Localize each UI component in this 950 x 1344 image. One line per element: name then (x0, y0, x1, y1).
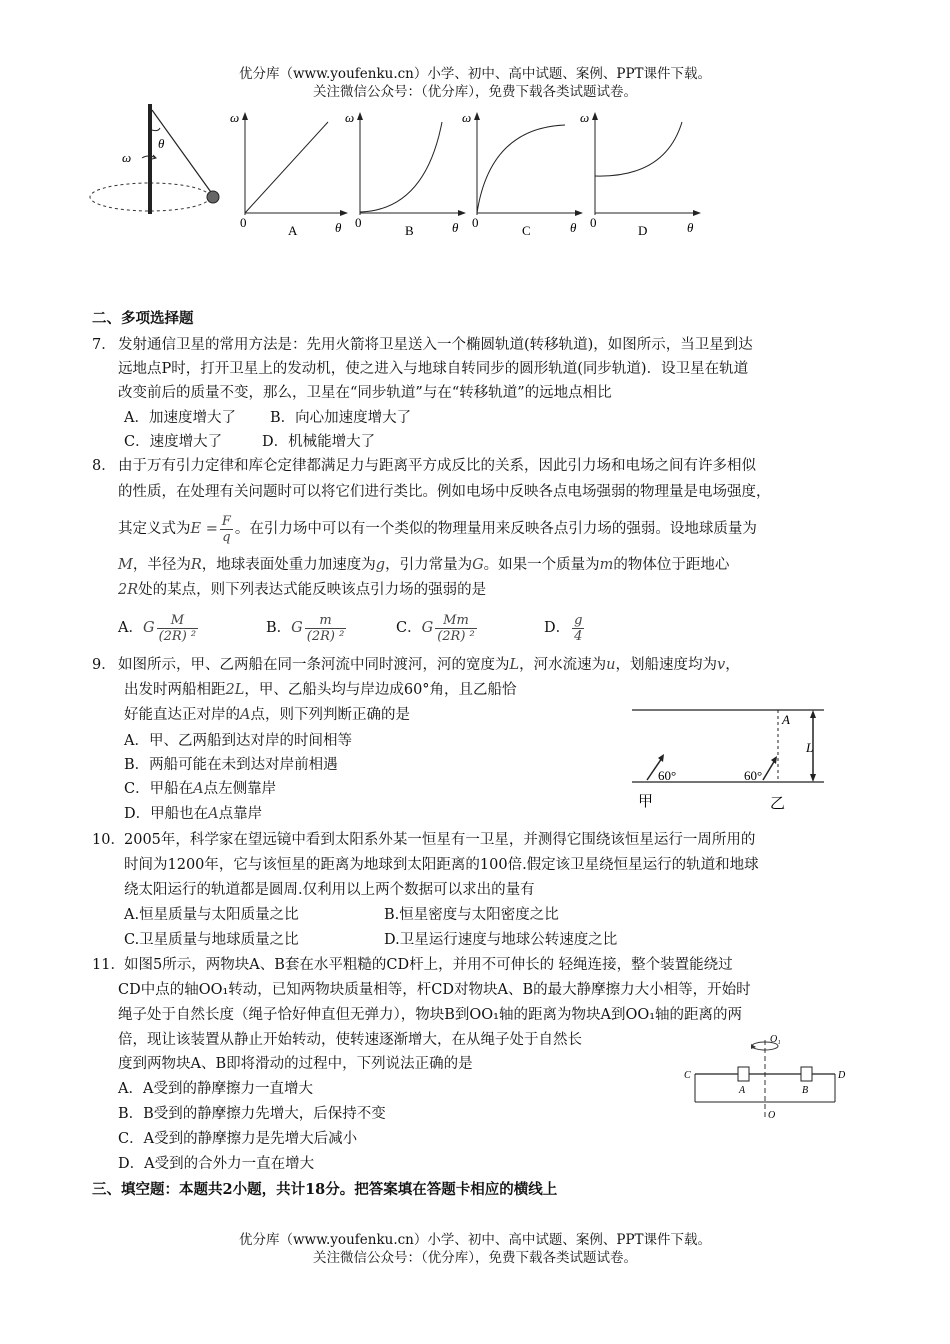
q8-line-5: 2R处的某点，则下列表达式能反映该点引力场的强弱的是 (118, 582, 487, 598)
q9-option-a: A．甲、乙两船到达对岸的时间相等 (124, 733, 352, 749)
q7-line-1: 发射通信卫星的常用方法是：先用火箭将卫星送入一个椭圆轨道(转移轨道)，如图所示，当卫星到达 (118, 337, 753, 353)
svg-text:ω: ω (345, 110, 355, 125)
q10-line-2: 时间为1200年，它与该恒星的距离为地球到太阳距离的100倍.假定该卫星绕恒星运行的轨道和地球 (124, 857, 759, 873)
q8-option-a: A．G $\frac{M}{\text{(2R) ²}}$ (118, 612, 197, 644)
pendulum-theta-label: θ (158, 136, 165, 151)
q8-e-symbol: E = (190, 521, 218, 537)
q8-number: 8． (92, 458, 116, 474)
q7-option-b: B．向心加速度增大了 (270, 410, 412, 426)
q8-line-4: M，半径为R，地球表面处重力加速度为g，引力常量为G。如果一个质量为m的物体位于距地心 (118, 557, 730, 573)
river-figure (630, 700, 830, 815)
footer-line-1: 优分库（www.youfenku.cn）小学、初中、高中试题、案例、PPT课件下载。 (238, 1232, 712, 1248)
q8-option-c: C．G $\frac{Mm}{\text{(2R) ²}}$ (396, 612, 475, 644)
svg-text:0: 0 (240, 215, 247, 230)
graph-b (345, 110, 466, 238)
section3-title: 三、填空题：本题共2小题，共计18分。把答案填在答题卡相应的横线上 (92, 1181, 558, 1198)
pendulum-omega-label: ω (122, 150, 132, 165)
q11-number: 11． (92, 957, 125, 973)
q8-e-fraction: $\frac{F}{q}$ (221, 513, 231, 545)
q7-option-c: C．速度增大了 (124, 434, 223, 450)
graph-b-label: B (405, 223, 414, 238)
q7-option-a: A．加速度增大了 (124, 410, 236, 426)
block-b-label: B (802, 1085, 809, 1096)
q10-option-c: C.卫星质量与地球质量之比 (124, 932, 299, 948)
svg-text:0: 0 (472, 215, 479, 230)
q7-option-d: D．机械能增大了 (262, 434, 376, 450)
q8-line-2: 的性质，在处理有关问题时可以将它们进行类比。例如电场中反映各点电场强弱的物理量是电场强度， (118, 484, 771, 500)
q8-option-b: B．G $\frac{m}{\text{(2R) ²}}$ (266, 612, 345, 644)
rod-end-c: C (684, 1070, 691, 1081)
svg-text:0: 0 (590, 215, 597, 230)
q11-line-1: 如图5所示，两物块A、B套在水平粗糙的CD杆上，并用不可伸长的 轻绳连接，整个装置能绕过 (124, 957, 733, 973)
svg-text:θ: θ (687, 220, 694, 235)
q10-option-a: A.恒星质量与太阳质量之比 (124, 907, 299, 923)
block-a-label: A (739, 1085, 746, 1096)
q11-line-3: 绳子处于自然长度（绳子恰好伸直但无弹力），物块B到OO₁轴的距离为物块A到OO₁轴的距离的两 (118, 1007, 743, 1023)
river-angle-yi: 60° (744, 768, 763, 783)
q11-option-d: D．A受到的合外力一直在增大 (118, 1156, 315, 1172)
q10-number: 10． (92, 832, 125, 848)
q11-line-2: CD中点的轴OO₁转动，已知两物块质量相等，杆CD对物块A、B的最大静摩擦力大小相等，开始时 (118, 982, 751, 998)
header-line-1: 优分库（www.youfenku.cn）小学、初中、高中试题、案例、PPT课件下载。 (238, 66, 712, 82)
graph-a (230, 110, 348, 238)
svg-text:ω: ω (580, 110, 590, 125)
q7-number: 7． (92, 337, 116, 353)
footer-line-2: 关注微信公众号：（优分库），免费下载各类试题试卷。 (313, 1250, 637, 1266)
q9-number: 9． (92, 657, 116, 673)
q10-line-3: 绕太阳运行的轨道都是圆周.仅利用以上两个数据可以求出的量有 (124, 882, 535, 898)
graph-c (462, 110, 583, 238)
svg-text:ω: ω (462, 110, 472, 125)
q11-line-4: 倍，现让该装置从静止开始转动，使转速逐渐增大，在从绳子处于自然长 (118, 1032, 582, 1048)
boat-jia-label: 甲 (638, 794, 654, 810)
conical-pendulum (90, 104, 219, 214)
q7-line-2: 远地点P时，打开卫星上的发动机，使之进入与地球自转同步的圆形轨道(同步轨道)．设卫星在轨道 (118, 361, 749, 377)
q10-option-b: B.恒星密度与太阳密度之比 (384, 907, 559, 923)
q9-line-3: 好能直达正对岸的A点，则下列判断正确的是 (124, 707, 410, 723)
svg-text:0: 0 (355, 215, 362, 230)
section2-title: 二、多项选择题 (92, 310, 194, 327)
graph-c-label: C (522, 223, 531, 238)
svg-text:ω: ω (230, 110, 240, 125)
river-point-a: A (782, 712, 790, 727)
rotating-rod-figure (680, 1030, 850, 1135)
q11-line-5: 度到两物块A、B即将滑动的过程中，下列说法正确的是 (118, 1056, 473, 1072)
svg-text:θ: θ (570, 220, 577, 235)
q9-line-1: 如图所示，甲、乙两船在同一条河流中同时渡河，河的宽度为L，河水流速为u，划船速度均为v， (118, 657, 740, 673)
svg-text:θ: θ (452, 220, 459, 235)
q9-option-c: C．甲船在A点左侧靠岸 (124, 781, 277, 797)
q11-option-a: A．A受到的静摩擦力一直增大 (118, 1081, 313, 1097)
q8-option-d: D． $\frac{g}{4}$ (544, 612, 583, 644)
q11-option-c: C．A受到的静摩擦力是先增大后减小 (118, 1131, 358, 1147)
q8-line-3: 其定义式为E = $\frac{F}{q}$ 。在引力场中可以有一个类似的物理量用来反映各点引力场的强弱。设地球质量为 (118, 513, 757, 545)
header-line-2: 关注微信公众号：（优分库），免费下载各类试题试卷。 (313, 84, 637, 100)
axis-o1-label: O₁ (770, 1034, 781, 1045)
q7-line-3: 改变前后的质量不变，那么，卫星在“同步轨道”与在“转移轨道”的远地点相比 (118, 385, 612, 401)
svg-text:θ: θ (335, 220, 342, 235)
q8-line-1: 由于万有引力定律和库仑定律都满足力与距离平方成反比的关系，因此引力场和电场之间有许多相似 (118, 458, 756, 474)
q9-option-b: B．两船可能在未到达对岸前相遇 (124, 757, 338, 773)
q9-line-2: 出发时两船相距2L，甲、乙船头均与岸边成60°角，且乙船恰 (124, 682, 517, 698)
boat-yi-label: 乙 (770, 796, 786, 812)
rod-end-d: D (838, 1070, 846, 1081)
q10-option-d: D.卫星运行速度与地球公转速度之比 (384, 932, 618, 948)
river-angle-jia: 60° (658, 768, 677, 783)
omega-theta-figure (80, 100, 720, 245)
q10-line-1: 2005年，科学家在望远镜中看到太阳系外某一恒星有一卫星，并测得它围绕该恒星运行一周所用的 (124, 832, 756, 848)
axis-o-label: O (768, 1110, 776, 1121)
river-width-l: L (806, 740, 814, 755)
graph-d (580, 110, 701, 238)
graph-a-label: A (288, 223, 298, 238)
q11-option-b: B．B受到的静摩擦力先增大，后保持不变 (118, 1106, 386, 1122)
q9-option-d: D．甲船也在A点靠岸 (124, 806, 263, 822)
graph-d-label: D (638, 223, 648, 238)
